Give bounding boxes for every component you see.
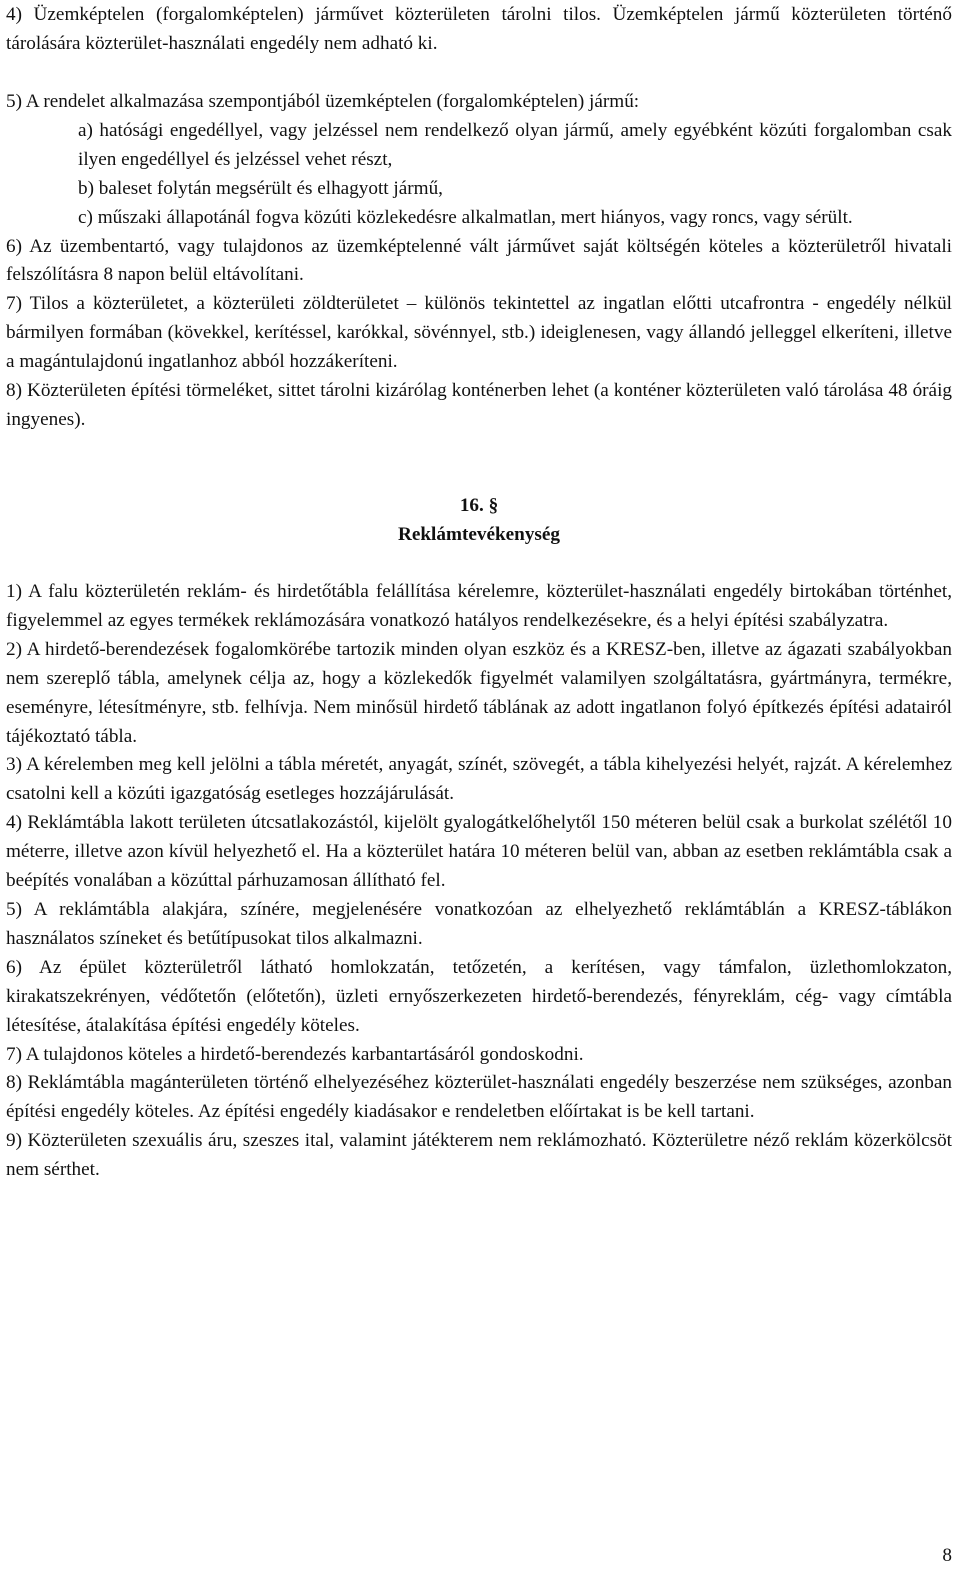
paragraph-text: 4) Üzemképtelen (forgalomképtelen) járművet közterületen tárolni tilos. Üzemképtelen jármű közterületen történő tárolására közterület-használati engedély nem adható ki. [6, 4, 952, 54]
paragraph-6: 6) Az üzembentartó, vagy tulajdonos az üzemképtelenné vált járművet saját költségén köteles a közterületről hivatali felszólításra 8 napon belül eltávolítani. [6, 235, 952, 286]
paragraph-4 [6, 1, 952, 59]
paragraph-5-intro: 5) A rendelet alkalmazása szempontjából üzemképtelen (forgalomképtelen) jármű: [6, 91, 640, 112]
section-title: Reklámtevékenység [398, 524, 560, 545]
list-item-b: b) baleset folytán megsérült és elhagyott jármű, [78, 177, 443, 199]
section-16-body [6, 578, 952, 1185]
section-paragraph-8: 8) Reklámtábla magánterületen történő elhelyezéséhez közterület-használati engedély beszerzése nem szükséges, azonban építési engedély köteles. Az építési engedély kiadásakor e rendeletben előírtakat is be kell tartani. [6, 1072, 952, 1123]
section-paragraph-1: 1) A falu közterületén reklám- és hirdetőtábla felállítása kérelemre, közterület-használati engedély birtokában történhet, figyelemmel az egyes termékek reklámozására vonatkozó hatályos rendelkezésekre, és a helyi építési szabályzatra. [6, 581, 952, 631]
section-paragraph-3: 3) A kérelemben meg kell jelölni a tábla méretét, anyagát, színét, szövegét, a tábla kihelyezési helyét, rajzát. A kérelemhez csatolni kell a közúti igazgatóság esetleges hozzájárulását. [6, 754, 952, 805]
list-item-c: c) műszaki állapotánál fogva közúti közlekedésre alkalmatlan, mert hiányos, vagy roncs, vagy sérült. [78, 206, 853, 228]
page-number: 8 [942, 1545, 952, 1566]
section-paragraph-2: 2) A hirdető-berendezések fogalomkörébe tartozik minden olyan eszköz és a KRESZ-ben, illetve az ágazati szabályokban nem szereplő tábla, amelynek célja az, hogy a közlekedők figyelmét valamilyen szolgáltatásra, gyártmányra, termékre, eseményre, létesítményre, stb. felhívja. Nem minősül hirdető táblának az adott ingatlanon folyó építkezés építési adatairól tájékoztató tábla. [6, 638, 952, 747]
section-paragraph-5: 5) A reklámtábla alakjára, színére, megjelenésére vonatkozóan az elhelyezhető reklámtáblán a KRESZ-táblákon használatos színeket és betűtípusokat tilos alkalmazni. [6, 898, 952, 949]
paragraph-block-5-8 [6, 88, 952, 435]
section-paragraph-7: 7) A tulajdonos köteles a hirdető-berendezés karbantartásáról gondoskodni. [6, 1043, 584, 1065]
paragraph-7: 7) Tilos a közterületet, a közterületi zöldterületet – különös tekintettel az ingatlan előtti utcafrontra - engedély nélkül bármilyen formában (kövekkel, kerítéssel, karókkal, sövénnyel, stb.) ideiglenesen, vagy állandó jelleggel elkeríteni, illetve a magántulajdonú ingatlanhoz abból hozzákeríteni. [6, 293, 952, 373]
section-paragraph-4: 4) Reklámtábla lakott területen útcsatlakozástól, kijelölt gyalogátkelőhelytől 150 méteren belül csak a burkolat szélétől 10 méterre, illetve azon kívül helyezhető el. Ha a közterület határa 10 méteren belül van, abban az esetben reklámtábla csak a beépítés vonalában a közúttal párhuzamosan állítható fel. [6, 812, 952, 892]
paragraph-8: 8) Közterületen építési törmeléket, sittet tárolni kizárólag konténerben lehet (a konténer közterületen való tárolása 48 óráig ingyenes). [6, 380, 952, 430]
section-paragraph-9: 9) Közterületen szexuális áru, szeszes ital, valamint játékterem nem reklámozható. Közterületre néző reklám közerkölcsöt nem sérthet. [6, 1130, 952, 1181]
section-number: 16. § [459, 495, 499, 516]
list-item-a: a) hatósági engedéllyel, vagy jelzéssel nem rendelkező olyan jármű, amely egyébként közúti forgalomban csak ilyen engedéllyel és jelzéssel vehet részt, [78, 119, 952, 170]
section-paragraph-6: 6) Az épület közterületről látható homlokzatán, tetőzetén, a kerítésen, vagy támfalon, üzlethomlokzaton, kirakatszekrényen, védőtetőn (előtetőn), üzleti ernyőszerkezeten hirdető-berendezés, fényreklám, cég- vagy címtábla létesítése, átalakítása építési engedély köteles. [6, 956, 952, 1036]
